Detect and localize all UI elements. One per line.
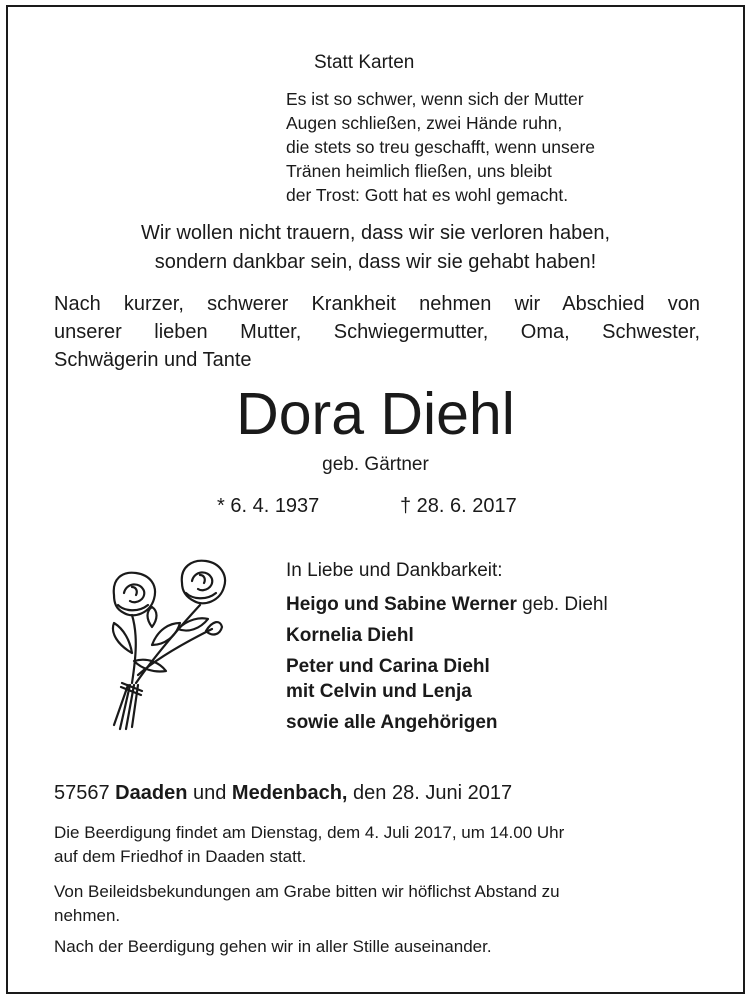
rose-bouquet-icon bbox=[88, 557, 228, 732]
deceased-name: Dora Diehl bbox=[236, 381, 515, 447]
place-name: Daaden bbox=[115, 782, 188, 804]
intro-line: Schwägerin und Tante bbox=[54, 349, 252, 371]
death-date: † 28. 6. 2017 bbox=[400, 495, 517, 517]
quote-line: Wir wollen nicht trauern, dass wir sie verloren haben, bbox=[140, 222, 611, 244]
poem-line: Tränen heimlich fließen, uns bleibt bbox=[286, 161, 552, 181]
condolence-line: Von Beileidsbekundungen am Grabe bitten wir höflichst Abstand zu bbox=[54, 882, 560, 901]
quote-line: sondern dankbar sein, dass wir sie gehabt haben! bbox=[154, 251, 597, 273]
poem-line: die stets so treu geschafft, wenn unsere bbox=[286, 137, 596, 157]
after-funeral-line: Nach der Beerdigung gehen wir in aller Stille auseinander. bbox=[54, 937, 492, 956]
poem-line: Es ist so schwer, wenn sich der Mutter bbox=[286, 89, 584, 109]
mourner-name: Heigo und Sabine Werner bbox=[286, 594, 517, 615]
place-name: Medenbach, bbox=[231, 782, 348, 804]
funeral-line: auf dem Friedhof in Daaden statt. bbox=[54, 847, 307, 866]
condolence-line: nehmen. bbox=[54, 906, 121, 925]
mourner-line bbox=[286, 593, 608, 616]
maiden-name: geb. Gärtner bbox=[322, 454, 429, 475]
zip-code: 57567 bbox=[54, 782, 116, 804]
date-text: den 28. Juni 2017 bbox=[347, 782, 513, 804]
mourner-line: sowie alle Angehörigen bbox=[286, 712, 498, 733]
place-date-line bbox=[54, 781, 512, 805]
poem-line: der Trost: Gott hat es wohl gemacht. bbox=[286, 185, 569, 205]
place-connector: und bbox=[187, 782, 232, 804]
poem-line: Augen schließen, zwei Hände ruhn, bbox=[286, 113, 563, 133]
mourners-heading: In Liebe und Dankbarkeit: bbox=[286, 560, 503, 581]
mourner-line: mit Celvin und Lenja bbox=[286, 681, 472, 702]
birth-date: * 6. 4. 1937 bbox=[217, 495, 320, 517]
statt-karten-label: Statt Karten bbox=[314, 52, 415, 73]
funeral-line: Die Beerdigung findet am Dienstag, dem 4. Juli 2017, um 14.00 Uhr bbox=[54, 823, 565, 842]
mourner-line: Peter und Carina Diehl bbox=[286, 656, 490, 677]
mourner-line: Kornelia Diehl bbox=[286, 625, 414, 646]
intro-line: unserer lieben Mutter, Schwiegermutter, Oma, Schwester, bbox=[54, 321, 700, 343]
obituary-card bbox=[6, 5, 745, 994]
mourner-suffix: geb. Diehl bbox=[516, 594, 608, 615]
intro-line: Nach kurzer, schwerer Krankheit nehmen wir Abschied von bbox=[54, 293, 700, 315]
